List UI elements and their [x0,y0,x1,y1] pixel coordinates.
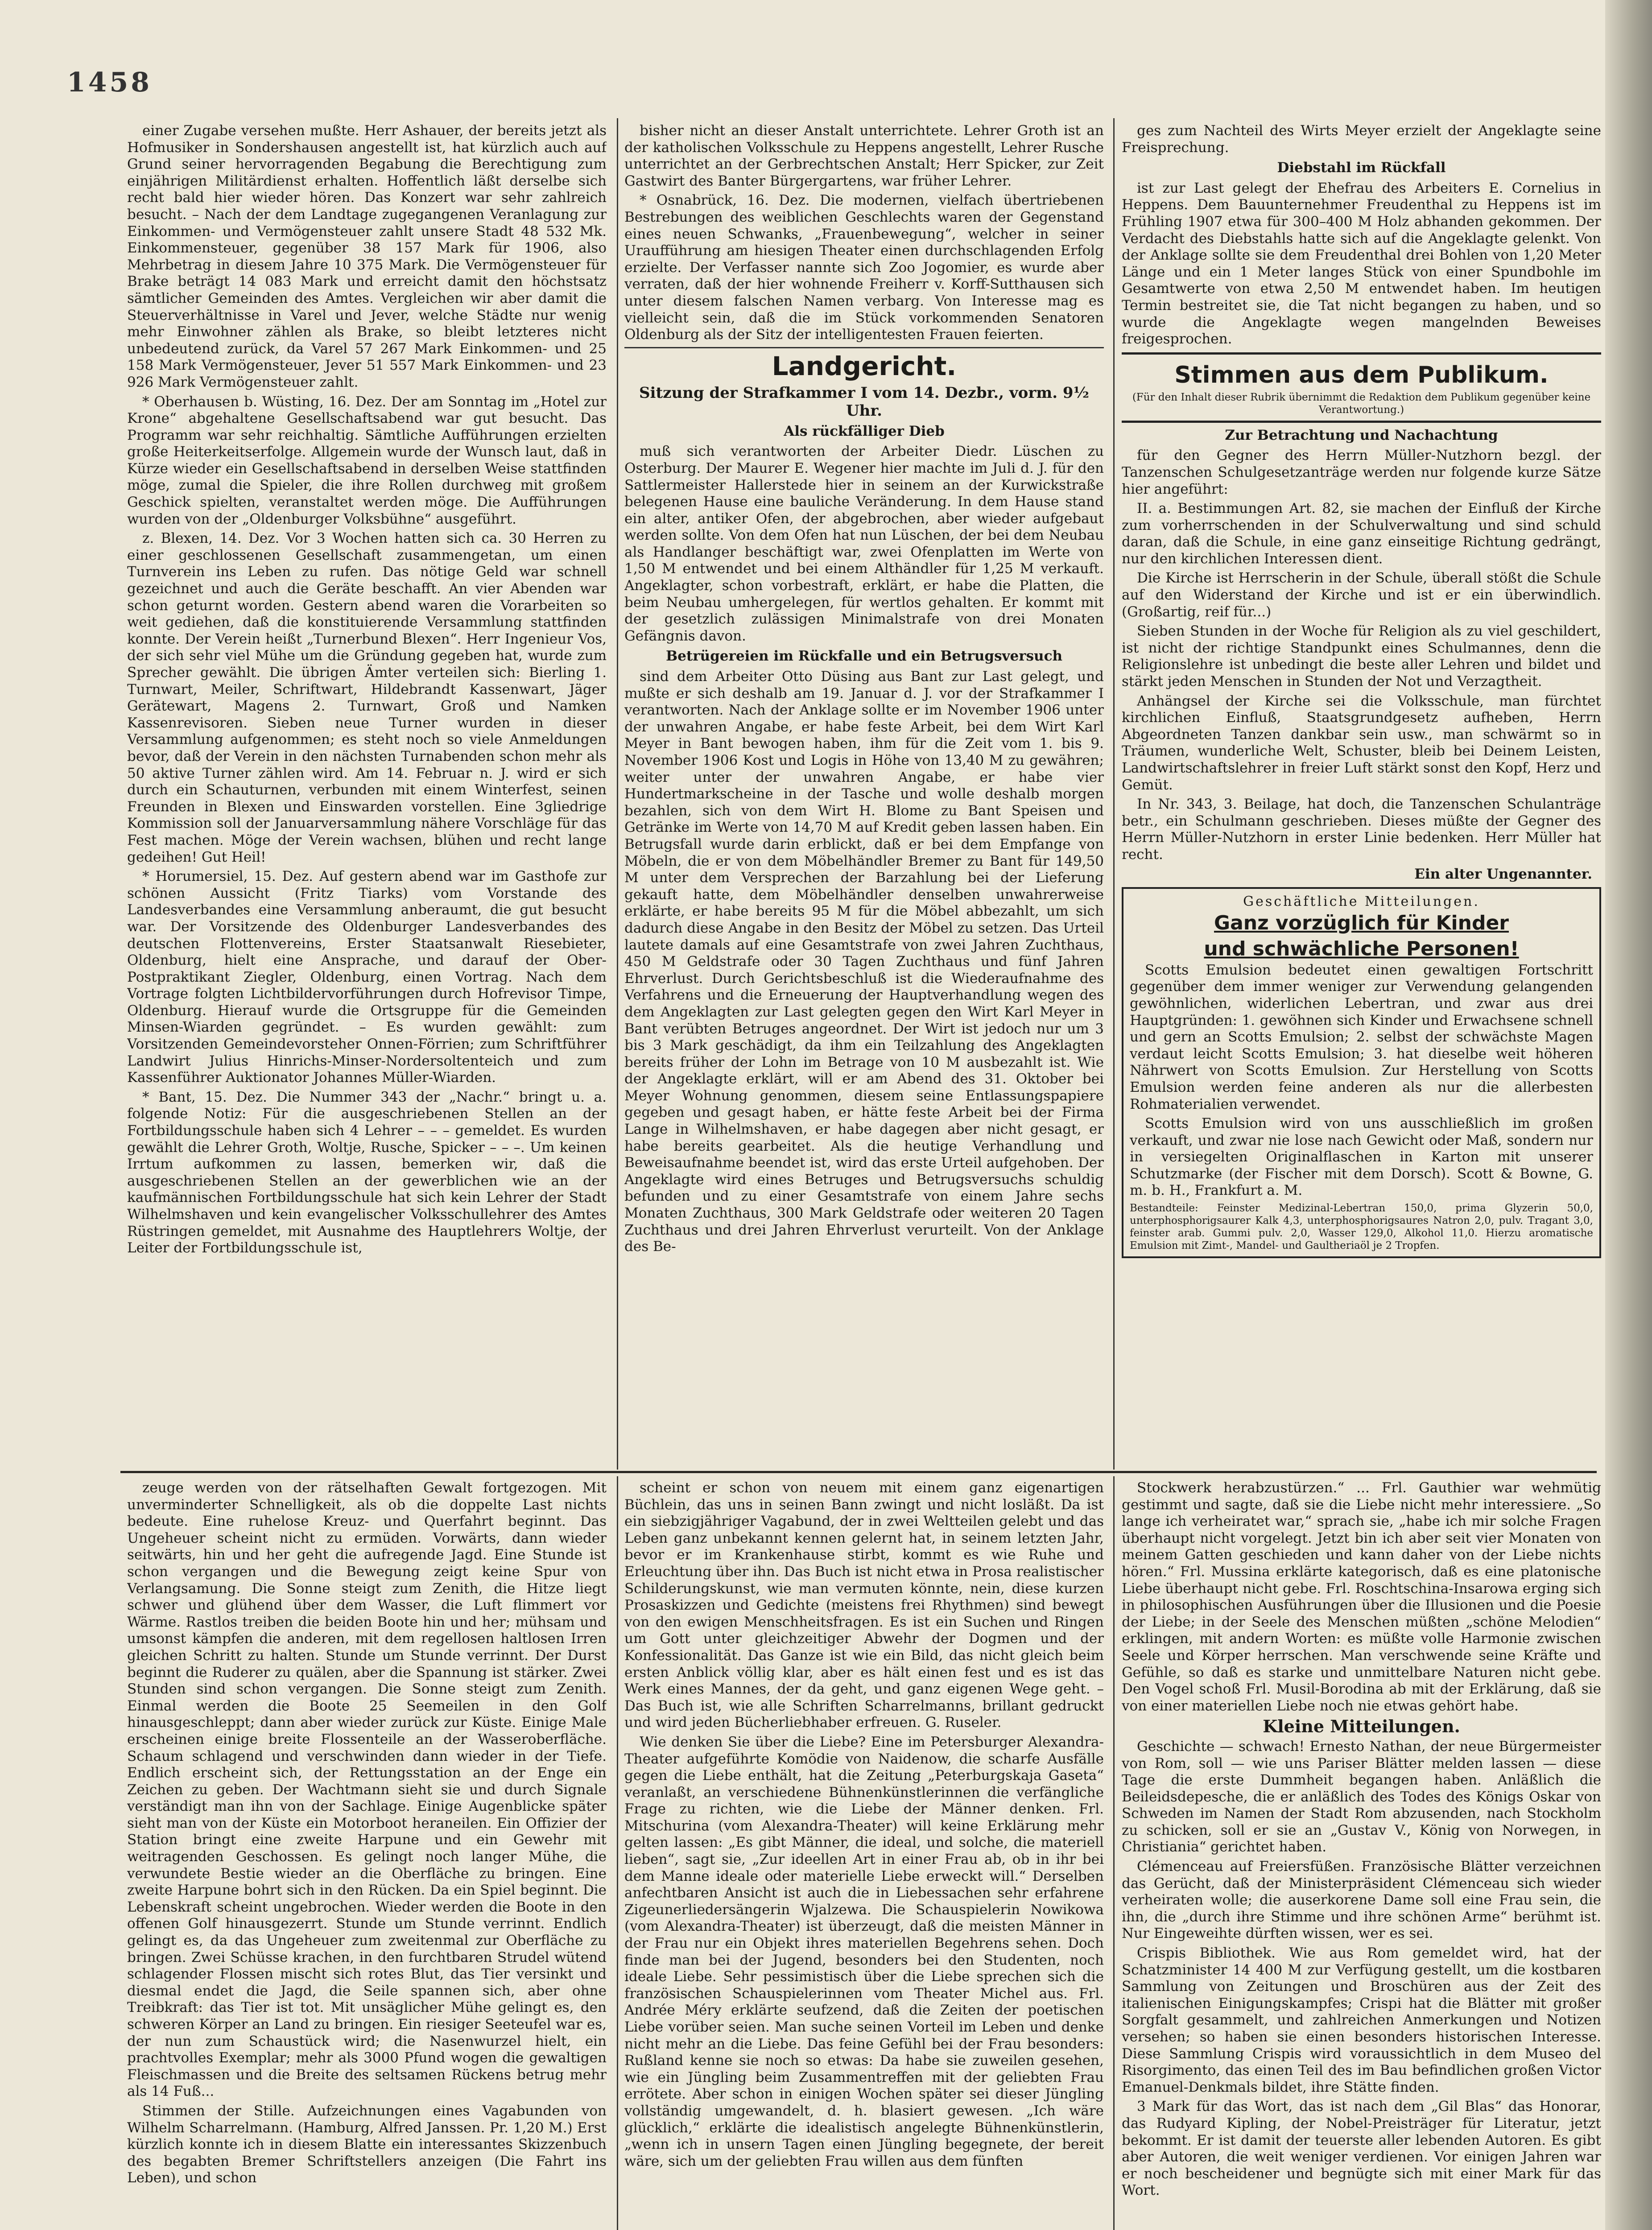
feuilleton-column-1 [127,1480,607,2230]
column-rule-3 [617,1476,618,2230]
article-blexen: z. Blexen, 14. Dez. Vor 3 Wochen hatten sich ca. 30 Herren zu einer geschlossenen Gesellschaft zusammengetan, um einen Turnverein ins Leben zu rufen. Das nötige Geld war schnell gezeichnet und auch die Geräte beschafft. An vier Abenden war schon geturnt worden. Gestern abend waren die Vorarbeiten so weit gediehen, daß die konstituierende Versammlung stattfinden konnte. Der Verein heißt „Turnerbund Blexen“. Herr Ingenieur Vos, der sich sehr viel Mühe um die Gründung gegeben hat, wurde zum Sprecher gewählt. Die übrigen Ämter verteilen sich: Bierling 1. Turnwart, Meiler, Schriftwart, Hildebrandt Kassenwart, Jäger Gerätewart, Magens 2. Turnwart, Groß und Namken Kassenrevisoren. Sieben neue Turner wurden in dieser Versammlung aufgenommen; es steht noch so viele Anmeldungen bevor, daß der Verein in den nächsten Turnabenden schon mehr als 50 aktive Turner zählen wird. Am 14. Februar n. J. wird er sich durch ein Schauturnen, verbunden mit einem Winterfest, seinen Freunden in Blexen und Einswarden vorstellen. Eine 3gliedrige Kommission soll der Januarversammlung nähere Vorschläge für das Fest machen. Möge der Verein wachsen, blühen und recht lange gedeihen! Gut Heil! [127,530,607,865]
feuilleton-divider [120,1471,1597,1473]
page-number: 1458 [67,67,152,98]
letter-text: für den Gegner des Herrn Müller-Nutzhorn bezgl. der Tanzenschen Schulgesetzanträge werden nur folgende kurze Sätze hier angeführt: [1122,447,1601,497]
feuilleton-text: zeuge werden von der rätselhaften Gewalt fortgezogen. Mit unverminderter Schnelligkeit, als ob die doppelte Last nichts bedeute. Eine ruhelose Kreuz- und Querfahrt beginnt. Das Ungeheuer scheint nicht zu ermüden. Vorwärts, dann wieder seitwärts, hin und her geht die aufregende Jagd. Eine Stunde ist schon vergangen und die Bewegung zeigt keine Spur von Verlangsamung. Die Sonne steigt zum Zenith, die Hitze liegt schwer und glühend über dem Wasser, die Luft flimmert vor Wärme. Rastlos treiben die beiden Boote hin und her; mühsam und umsonst kämpfen die anderen, mit dem regellosen haltlosen Irren gleichen Schritt zu halten. Stunde um Stunde verrinnt. Der Durst beginnt die Ruderer zu quälen, aber die Spannung ist stärker. Zwei Stunden sind schon vergangen. Die Sonne steigt zum Zenith. Einmal werden die Boote 25 Seemeilen in den Golf hinausgeschleppt; dann aber wieder zurück zur Küste. Einige Male erscheinen einige breite Flossenteile an der Wasseroberfläche. Schaum schlagend und verschwinden dann wieder in der Tiefe. Endlich erscheint sich, der Rettungsstation an der Enge ein Zeichen zu geben. Der Wachtmann sieht sie und durch Signale verständigt man ihn von der Sachlage. Einige Augenblicke später sieht man von der Küste ein Motorboot heraneilen. Ein Offizier der Station bringt eine zweite Harpune und ein Gewehr mit weitragenden Geschossen. Es gelingt noch langer Mühe, die verwundete Bestie wieder an die Oberfläche zu bringen. Eine zweite Harpune bohrt sich in den Rücken. Da ein Spiel beginnt. Die Lebenskraft scheint ungebrochen. Wieder werden die Boote in den offenen Golf hinausgezerrt. Stunde um Stunde verrinnt. Endlich gelingt es, da das Ungeheuer zum zweitenmal zur Oberfläche zu bringen. Zwei Schüsse krachen, in den furchtbaren Strudel wütend schlagender Flossen mischt sich rotes Blut, das Tier versinkt und diesmal endet die Jagd, die Seile spannen sich, aber ohne Treibkraft: das Tier ist tot. Mit unsäglicher Mühe gelingt es, den schweren Körper an Land zu bringen. Ein riesiger Seeteufel war es, der nun zum Schaustück wird; die Nasenwurzel hielt, ein prachtvolles Exemplar; mehr als 3000 Pfund wogen die gewaltigen Fleischmassen und die Breite des seltsamen Rückens betrug mehr als 14 Fuß... [127,1480,607,2100]
column-3 [1122,123,1601,1467]
column-rule-4 [1113,1476,1115,2230]
letter-text: Anhängsel der Kirche sei die Volksschule, man fürchtet kirchlichen Einfluß, Staatsgrundgesetz aufheben, Herrn Abgeordneten Tanzen dankbar sein usw., man schwärmt so in Träumen, wunderliche Welt, Schuster, bleib bei Deinem Leisten, Landwirtschaftslehrer in freier Luft stärkt sonst den Kopf, Herz und Gemüt. [1122,693,1601,793]
article-oberhausen: * Oberhausen b. Wüsting, 16. Dez. Der am Sonntag im „Hotel zur Krone“ abgehaltene Gesellschaftsabend war gut besucht. Das Programm war sehr reichhaltig. Sämtliche Aufführungen erzielten große Heiterkeitserfolge. Allgemein wurde der Wunsch laut, daß in Kürze wieder ein Gesellschaftsabend in derselben Weise stattfinden möge, zumal die Spieler, die ihre Rollen durchweg mit großem Geschick spielten, veranstaltet werden möge. Die Aufführungen wurden von der „Oldenburger Volksbühne“ ausgeführt. [127,393,607,527]
letter-text: Die Kirche ist Herrscherin in der Schule, überall stößt die Schule auf den Widerstand der Kirche und ist er ein überwindlich. (Großartig, reif für...) [1122,570,1601,620]
case-text-1: muß sich verantworten der Arbeiter Diedr. Lüschen zu Osterburg. Der Maurer E. Wegener hier machte im Juli d. J. für den Sattlermeister Hallerstede hier in seinem an der Kurwickstraße belegenen Hause eine bauliche Veränderung. In dem Hause stand ein alter, antiker Ofen, der abgebrochen, aber wieder aufgebaut werden sollte. Von dem Ofen hat nun Lüschen, der bei dem Neubau als Handlanger beschäftigt war, zwei Ofenplatten im Werte von 1,50 M entwendet und bei einem Althändler für 1,25 M verkauft. Angeklagter, schon vorbestraft, erklärt, er habe die Platten, die beim Neubau umhergelegen, für wertlos gehalten. Er kommt mit der gesetzlich zulässigen Minimalstrafe von drei Monaten Gefängnis davon. [624,443,1104,644]
article-horumersiel: * Horumersiel, 15. Dez. Auf gestern abend war im Gasthofe zur schönen Aussicht (Fritz Tiarks) vom Vorstande des Landesverbandes eine Versammlung anberaumt, die gut besucht war. Der Vorsitzende des Oldenburger Landesverbandes des deutschen Flottenvereins, Erster Staatsanwalt Riesebieter, Oldenburg, hielt eine Ansprache, und darauf der Ober-Postpraktikant Ziegler, Oldenburg, einen Vortrag. Nach dem Vortrage folgten Lichtbildervorführungen durch Hofrevisor Timpe, Oldenburg. Hierauf wurde die Ortsgruppe für die Gemeinden Minsen-Wiarden gegründet. – Es wurden gewählt: zum Vorsitzenden Gemeindevorsteher Onnen-Förrien; zum Schriftführer Landwirt Julius Hinrichs-Minser-Nordersoltenteich und zum Kassenführer Auktionator Johannes Müller-Wiarden. [127,868,607,1086]
column-rule-1 [617,118,618,1470]
notice-nathan: Geschichte — schwach! Ernesto Nathan, der neue Bürgermeister von Rom, soll — wie uns Pariser Blätter melden lassen — diese Tage die erste Dummheit begangen haben. Anläßlich die Beileidsdepesche, die er anläßlich des Todes des Königs Oskar von Schweden im Namen der Stadt Rom abzusenden, nach Stockholm zu schicken, soll er sie an „Gustav V., König von Norwegen, in Christiania“ gerichtet haben. [1122,1738,1601,1855]
court-heading: Landgericht. [772,351,957,381]
letter-text: In Nr. 343, 3. Beilage, hat doch, die Tanzenschen Schulanträge betr., ein Schulmann geschrieben. Dieses müßte der Gegner des Herrn Müller-Nutzhorn in erster Linie bedenken. Herr Müller hat recht. [1122,796,1601,863]
column-1 [127,123,607,1467]
small-notices-heading: Kleine Mitteilungen. [1263,1716,1460,1737]
article-love-continued: Stockwerk herabzustürzen.“ ... Frl. Gauthier war wehmütig gestimmt und sagte, daß sie die Liebe nicht mehr interessiere. „So lange ich verheiratet war,“ sprach sie, „habe ich mir solche Fragen überhaupt nicht vorgelegt. Jetzt bin ich aber seit vier Monaten von meinem Gatten geschieden und kann daher von der Liebe nichts hören.“ Frl. Mussina erklärte kategorisch, daß es eine platonische Liebe überhaupt nicht gebe. Frl. Roschtschina-Insarowa erging sich in philosophischen Ausführungen über die Illusionen und die Poesie der Liebe; in der Seele des Menschen müßten „schöne Melodien“ erklingen, mit andern Worten: es müßte volle Harmonie zwischen Seele und Körper herrschen. Man verschwende seine Kräfte und Gefühle, so daß es starke und unmittelbare Naturen nicht gebe. Den Vogel schoß Frl. Musil-Borodina ab mit der Erklärung, daß sie von einer materiellen Liebe noch nie etwas gehört habe. [1122,1480,1601,1714]
letter-heading: Zur Betrachtung und Nachachtung [1225,427,1498,443]
ad-text: Scotts Emulsion bedeutet einen gewaltigen Fortschritt gegenüber dem immer weniger zur Verwendung gelangenden gewöhnlichen, widerlichen Lebertran, und zwar aus drei Hauptgründen: 1. gewöhnen sich Kinder und Erwachsene schnell und gern an Scotts Emulsion; 2. selbst der schwächste Magen verdaut leicht Scotts Emulsion; 3. hat dieselbe weit höheren Nährwert von Scotts Emulsion. Zur Herstellung von Scotts Emulsion werden feine anderen als nur die allerbesten Rohmaterialien verwendet. [1130,962,1593,1112]
notice-clemenceau: Clémenceau auf Freiersfüßen. Französische Blätter verzeichnen das Gerücht, daß der Ministerpräsident Clémenceau sich wieder verheiraten wolle; die auserkorene Dame soll eine Frau sein, die ihn, die „durch ihre Stimme und ihre schönen Arme“ berühmt ist. Nur Eingeweihte dürften wissen, wer es sei. [1122,1858,1601,1942]
case-text-continued: ges zum Nachteil des Wirts Meyer erzielt der Angeklagte seine Freisprechung. [1122,123,1601,156]
article-love-question: Wie denken Sie über die Liebe? Eine im Petersburger Alexandra-Theater aufgeführte Komödie von Naidenow, die scharfe Ausfälle gegen die Liebe enthält, hat die Zeitung „Peterburgskaja Gaseta“ veranlaßt, an verschiedene Bühnenkünstlerinnen die verfängliche Frage zu richten, wie die Liebe der Männer denken. Frl. Mitschurina (vom Alexandra-Theater) will keine Erklärung mehr gelten lassen: „Es gibt Männer, die ideal, und solche, die materiell lieben“, sagt sie, „Zur ideellen Art in einer Frau ab, ob in ihr bei dem Manne ideale oder materielle Liebe erweckt will.“ Derselben anfechtbaren Ansicht ist auch die in Liebessachen sehr erfahrene Zigeunerliedersängerin Wjalzewa. Die Schauspielerin Nowikowa (vom Alexandra-Theater) ist überzeugt, daß die meisten Männer in der Frau nur ein Objekt ihres materiellen Begehrens sehen. Doch finde man bei der Jugend, besonders bei den Studenten, noch ideale Liebe. Sehr pessimistisch über die Liebe sprechen sich die französischen Schauspielerinnen vom Theater Michel aus. Frl. Andrée Méry erklärte seufzend, daß die Zeiten der poetischen Liebe vorüber seien. Man suche seinen Vorteil im Leben und denke nicht mehr an die Liebe. Das feine Gefühl bei der Frau besonders: Rußland kenne sie noch so etwas: Da habe sie zuweilen gesehen, wie ein Jüngling beim Zusammentreffen mit der geliebten Frau errötete. Aber schon in einigen Wochen später sei dieser Jüngling vollständig umgewandelt, d. h. blasiert gewesen. „Ich wäre glücklich,“ erklärte die idealistisch angelegte Bühnenkünstlerin, „wenn ich in unsern Tagen einen Jüngling begegnete, der bereit wäre, sich um der geliebten Frau willen aus dem fünften [624,1734,1104,2169]
ad-headline-1: Ganz vorzüglich für Kinder [1214,911,1509,934]
book-review: Stimmen der Stille. Aufzeichnungen eines Vagabunden von Wilhelm Scharrelmann. (Hamburg, Alfred Janssen. Pr. 1,20 M.) Erst kürzlich konnte ich in diesem Blatte ein interessantes Skizzenbuch des begabten Bremer Schriftstellers anzeigen (Die Fahrt ins Leben), und schon [127,2102,607,2186]
ad-section-label: Geschäftliche Mitteilungen. [1243,894,1480,910]
letter-text: Sieben Stunden in der Woche für Religion als zu viel geschildert, ist nicht der richtige Standpunkt eines Schulmannes, denn die Religionslehre ist unbedingt die beste aller Lehren und bildet und stärkt jeden Menschen in Stunden der Not und Verzagtheit. [1122,623,1601,690]
letter-text: II. a. Bestimmungen Art. 82, sie machen der Einfluß der Kirche zum vorherrschenden in der Schulverwaltung und sind schuld daran, daß die Schule, in eine ganz einseitige Richtung gedrängt, nur den kirchlichen Interessen dient. [1122,500,1601,567]
article-text: bisher nicht an dieser Anstalt unterrichtete. Lehrer Groth ist an der katholischen Volksschule zu Heppens angestellt, Lehrer Rusche unterrichtet an der Gerbrechtschen Anstalt; Herr Spicker, zur Zeit Gastwirt des Banter Bürgergartens, war früher Lehrer. [624,123,1104,189]
article-bant: * Bant, 15. Dez. Die Nummer 343 der „Nachr.“ bringt u. a. folgende Notiz: Für die ausgeschriebenen Stellen an der Fortbildungsschule haben sich 4 Lehrer – – – gemeldet. Es wurden gewählt die Lehrer Groth, Woltje, Rusche, Spicker – – –. Um keinen Irrtum aufkommen zu lassen, bemerken wir, daß die ausgeschriebenen Stellen an der gewerblichen wie an der kaufmännischen Fortbildungsschule hat sich kein Lehrer der Stadt Wilhelmshaven und kein evangelischer Volksschullehrer des Amtes Rüstringen gemeldet, mit Ausnahme des Hauptlehrers Woltje, der Leiter der Fortbildungsschule ist, [127,1089,607,1256]
article-osnabrueck: * Osnabrück, 16. Dez. Die modernen, vielfach übertriebenen Bestrebungen des weiblichen Geschlechts waren der Gegenstand eines neuen Schwanks, „Frauenbewegung“, welcher in seiner Uraufführung am hiesigen Theater einen durchschlagenden Erfolg erzielte. Der Verfasser nannte sich Zoo Jogomier, es wurde aber verraten, daß der hier wohnende Freiherr v. Korff-Sutthausen sich unter diesem falschen Namen verbarg. Von Interesse mag es vielleicht sein, daß die im Stück vorkommenden Senatoren Oldenburg als der Sitz der intelligentesten Frauen feierten. [624,192,1104,343]
section-divider [624,347,1104,348]
public-voices-heading: Stimmen aus dem Publikum. [1174,361,1549,388]
court-session-subtitle: Sitzung der Strafkammer I vom 14. Dezbr., vorm. 9½ Uhr. [639,384,1090,420]
case-heading-2: Betrügereien im Rückfalle und ein Betrugsversuch [665,648,1062,665]
notice-kipling: 3 Mark für das Wort, das ist nach dem „Gil Blas“ das Honorar, das Rudyard Kipling, der Nobel-Preisträger für Literatur, jetzt bekommt. Er ist damit der teuerste aller lebenden Autoren. Es gibt aber Autoren, die weit weniger verdienen. Vor einigen Jahren war er noch bescheidener und begnügte sich mit einer Mark für das Wort. [1122,2098,1601,2199]
ad-text: Scotts Emulsion wird von uns ausschließlich im großen verkauft, und zwar nie lose nach Gewicht oder Maß, sondern nur in versiegelten Originalflaschen in Karton mit unserer Schutzmarke (der Fischer mit dem Dorsch). Scott & Bowne, G. m. b. H., Frankfurt a. M. [1130,1115,1593,1199]
advertisement-box [1122,887,1601,1258]
notice-crispi: Crispis Bibliothek. Wie aus Rom gemeldet wird, hat der Schatzminister 14 400 M zur Verfügung gestellt, um die kostbaren Sammlung von Zeitungen und Broschüren aus der Zeit des italienischen Einigungskampfes; Crispi hat die Blätter mit großer Sorgfalt gesammelt, und zahlreichen Anmerkungen und Notizen versehen; so haben sie einen besonders historischen Interesse. Diese Sammlung Crispis wird voraussichtlich in dem Museo del Risorgimento, das einen Teil des im Bau befindlichen großen Victor Emanuel-Denkmals bildet, ihre Stätte finden. [1122,1945,1601,2095]
case-text-3: ist zur Last gelegt der Ehefrau des Arbeiters E. Cornelius in Heppens. Dem Bauunternehmer Freudenthal zu Heppens ist im Frühling 1907 etwa für 300–400 M Holz abhanden gekommen. Der Verdacht des Diebstahls hatte sich auf die Angeklagte gelenkt. Von der Anklage sollte sie dem Freudenthal drei Bohlen von 1,20 Meter Länge und ein 1 Meter langes Stück von einer Spundbohle im Gesamtwerte von etwa 2,50 M entwendet haben. Im heutigen Termin bestreitet sie, die Tat nicht begangen zu haben, und so wurde die Angeklagte wegen mangelnden Beweises freigesprochen. [1122,180,1601,347]
book-review-continued: scheint er schon von neuem mit einem ganz eigenartigen Büchlein, das uns in seinen Bann zwingt und nicht losläßt. Da ist ein siebzigjähriger Vagabund, der in zwei Weltteilen gelebt und das Leben ganz unbekannt kennen gelernt hat, in seinem letzten Jahr, bevor er im Krankenhause stirbt, kommt es wie Ruhe und Erleuchtung über ihn. Das Buch ist nicht etwa in Prosa realistischer Schilderungskunst, wie man vermuten könnte, nein, diese kurzen Prosaskizzen und Gedichte (meistens frei Rhythmen) sind bewegt von den ewigen Menschheitsfragen. Es ist ein Suchen und Ringen um Gott unter gleichzeitiger Abwehr der Dogmen und der Konfessionalität. Das Ganze ist wie ein Bild, das nicht gleich beim ersten Anblick völlig klar, aber es hält einen fest und es ist das Werk eines Mannes, der da geht, und ganz eigenen Wege geht. – Das Buch ist, wie alle Schriften Scharrelmanns, brillant gedruckt und wird jeden Bücherliebhaber erfreuen. G. Ruseler. [624,1480,1104,1731]
feuilleton-column-3 [1122,1480,1601,2230]
letter-signature: Ein alter Ungenannter. [1414,866,1592,882]
ad-ingredients: Bestandteile: Feinster Medizinal-Lebertran 150,0, prima Glyzerin 50,0, unterphosphorigsaurer Kalk 4,3, unterphosphorigsaures Natron 2,0, pulv. Tragant 3,0, feinster arab. Gummi pulv. 2,0, Wasser 129,0, Alkohol 11,0. Hierzu aromatische Emulsion mit Zimt-, Mandel- und Gaultheriaöl je 2 Tropfen. [1130,1202,1593,1252]
case-heading-3: Diebstahl im Rückfall [1277,160,1446,176]
page-edge-shadow [1605,0,1652,2230]
editorial-disclaimer: (Für den Inhalt dieser Rubrik übernimmt die Redaktion dem Publikum gegenüber keine Verantwortung.) [1132,391,1591,416]
column-rule-2 [1113,118,1115,1470]
case-text-2: sind dem Arbeiter Otto Düsing aus Bant zur Last gelegt, und mußte er sich deshalb am 19. Januar d. J. vor der Strafkammer I verantworten. Nach der Anklage sollte er im November 1906 unter der unwahren Angabe, er habe feste Arbeit, bei dem Wirt Karl Meyer in Bant bewogen haben, ihm für die Zeit vom 1. bis 9. November 1906 Kost und Logis in Höhe von 13,40 M zu gewähren; weiter unter der unwahren Angabe, er habe vier Hundertmarkscheine in der Tasche und wolle deshalb morgen bezahlen, sich von dem Wirt H. Blome zu Bant Speisen und Getränke im Werte von 14,70 M auf Kredit geben lassen haben. Ein Betrugsfall wurde darin erblickt, daß er bei dem Empfange von Möbeln, die er von dem Möbelhändler Bremer zu Bant für 149,50 M unter dem Versprechen der Barzahlung bei der Lieferung gekauft hatte, dem Möbelhändler denselben unwahrerweise erklärte, er habe bereits 95 M für die Möbel abbezahlt, um sich dadurch diese Angabe in den Besitz der Möbel zu setzen. Das Urteil lautete damals auf eine Gesamtstrafe von zwei Jahren Zuchthaus, 450 M Geldstrafe oder 30 Tagen Zuchthaus und fünf Jahren Ehrverlust. Durch Gerichtsbeschluß ist die Wiederaufnahme des Verfahrens und die Erneuerung der Hauptverhandlung wegen des dem Angeklagten zur Last gelegten gegen den Wirt Karl Meyer in Bant verübten Betruges angeordnet. Der Wirt ist jedoch nur um 3 bis 3 Mark geschädigt, da ihm ein Teilzahlung des Angeklagten bereits früher der Lohn im Betrage von 10 M ausbezahlt ist. Wie der Angeklagte erklärt, will er am Abend des 31. Oktober bei Meyer Wohnung genommen, diesem seine Entlassungspapiere gegeben und gesagt haben, er hätte feste Arbeit bei der Firma Lange in Wilhelmshaven, er habe dagegen aber nicht gesagt, er habe bereits gearbeitet. Als die heutige Verhandlung und Beweisaufnahme beendet ist, wird das erste Urteil aufgehoben. Der Angeklagte wird eines Betruges und Betrugsversuchs schuldig befunden und zu einer Gesamtstrafe von einem Jahre sechs Monaten Zuchthaus, 300 Mark Geldstrafe oder weiteren 20 Tagen Zuchthaus und drei Jahren Ehrverlust verurteilt. Von der Anklage des Be- [624,669,1104,1255]
ad-headline-2: und schwächliche Personen! [1204,937,1519,960]
article-text: einer Zugabe versehen mußte. Herr Ashauer, der bereits jetzt als Hofmusiker in Sondershausen angestellt ist, hat kürzlich auch auf Grund seiner hervorragenden Begabung die Berechtigung zum einjährigen Militärdienst erhalten. Hoffentlich läßt derselbe sich recht bald hier wieder hören. Das Konzert war sehr zahlreich besucht. – Nach der dem Landtage zugegangenen Veranlagung zur Einkommen- und Vermögensteuer zahlt unsere Stadt 48 532 Mk. Einkommensteuer, gegenüber 38 157 Mark für 1906, also Mehrbetrag in diesem Jahre 10 375 Mark. Die Vermögensteuer für Brake beträgt 14 083 Mark und erreicht damit den höchstsatz sämtlicher Gemeinden des Amtes. Vergleichen wir aber damit die Steuerverhältnisse in Varel und Jever, welche Städte nur wenig mehr Einwohner zählen als Brake, so bleibt letzteres nicht unbedeutend zurück, da Varel 57 267 Mark Einkommen- und 25 158 Mark Vermögensteuer, Jever 51 557 Mark Einkommen- und 23 926 Mark Vermögensteuer zahlt. [127,123,607,390]
column-2 [624,123,1104,1467]
public-voices-section [1122,352,1601,423]
feuilleton-column-2 [624,1480,1104,2230]
case-heading-1: Als rückfälliger Dieb [784,423,945,439]
